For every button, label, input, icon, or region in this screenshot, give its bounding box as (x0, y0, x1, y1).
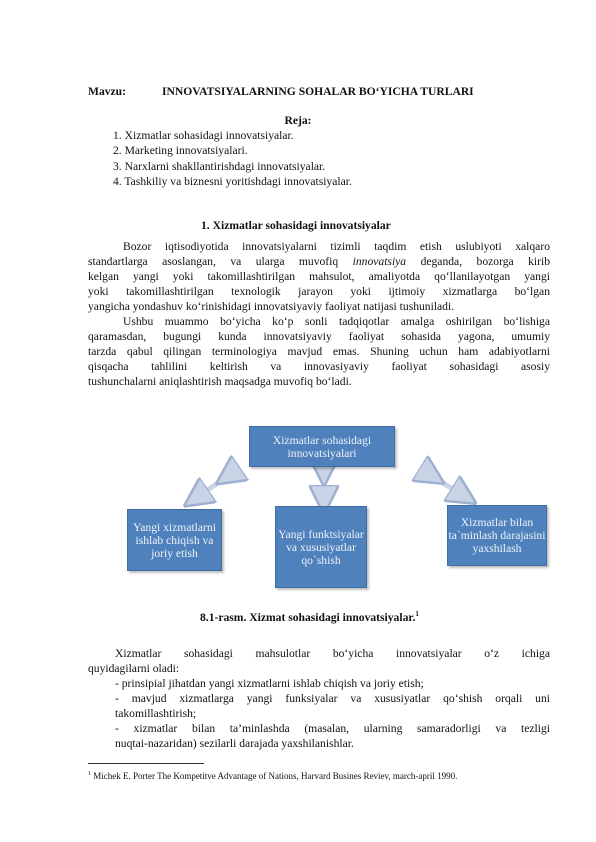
section-heading: 1. Xizmatlar sohasidagi innovatsiyalar (201, 219, 391, 232)
list-item: nuqtai-nazaridan) sezilarli darajada yaxshilanishlar. (115, 737, 354, 750)
footnote: $^1$ Michek E. Porter The Kompetitve Advantage of Nations, Harvard Busines Reviev, march-april 1990. (88, 771, 458, 781)
paragraph-line: Bozor iqtisodiyotida innovatsiyalarni tizimli taqdim etish uslubiyoti xalqaro (123, 240, 550, 253)
plan-item: 4. Tashkiliy va biznesni yoritishdagi innovatsiyalar. (113, 175, 352, 188)
list-item: takomillashtirish; (115, 707, 197, 720)
arrow-left (196, 476, 228, 498)
paragraph-line: Ushbu muammo bo‘yicha ko‘p sonli tadqiqotlar amalga oshirilgan bo‘lishiga (123, 315, 550, 328)
paragraph-line: kelgan yangi yoki takomillashtirilgan mahsulot, amaliyotda qo‘llanilayotgan yangi (88, 270, 550, 283)
paragraph-line: yangicha yondashuv ko‘rinishidagi innovatsiyaviy faoliyat natijasi tushuniladi. (88, 300, 455, 313)
diagram-root-node: Xizmatlar sohasidagi innovatsiyalari (249, 426, 395, 467)
paragraph-line: quyidagilarni oladi: (88, 662, 180, 675)
paragraph-line: tushunchalarni aniqlashtirish maqsadga muvofiq bo‘ladi. (88, 375, 352, 388)
paragraph-line: tarzda qabul qilingan terminologiya mavjud emas. Shuning uchun ham adabiyotlarni (88, 345, 550, 358)
footnote-divider (88, 763, 204, 764)
diagram-node-left: Yangi xizmatlarni ishlab chiqish va joriy etish (127, 509, 222, 571)
arrow-right (432, 476, 464, 496)
list-item: - mavjud xizmatlarga yangi funksiyalar va xususiyatlar qo‘shish orqali uni (115, 692, 550, 705)
plan-item: 1. Xizmatlar sohasidagi innovatsiyalar. (113, 129, 294, 142)
paragraph-line: qisqacha tahlilini keltirish va innovasiyaviy faoliyat sohasidagi asosiy (88, 360, 550, 373)
paragraph-line: standartlarga asoslangan, va ularga muvofiq innovatsiya deganda, bozorga kirib (88, 255, 550, 268)
topic-label: Mavzu: (88, 85, 126, 98)
paragraph-line: qaramasdan, bugungi kunda innovatsiyaviy faoliyat sohasida yagona, umumiy (88, 330, 550, 343)
figure-caption: 8.1-rasm. Xizmat sohasidagi innovatsiyalar.$^1$ (200, 610, 419, 624)
list-item: - prinsipial jihatdan yangi xizmatlarni ishlab chiqish va joriy etish; (115, 677, 424, 690)
diagram-node-middle: Yangi funktsiyalar va xususiyatlar qo`shish (275, 506, 367, 588)
plan-item: 3. Narxlarni shakllantirishdagi innovatsiyalar. (113, 160, 326, 173)
list-item: - xizmatlar bilan ta’minlashda (masalan, ularning samaradorligi va tezligi (115, 722, 550, 735)
diagram-node-right: Xizmatlar bilan ta`minlash darajasini yaxshilash (447, 505, 547, 566)
paragraph-line: yoki takomillashtirilgan texnologik jarayon yoki ijtimoiy xizmatlarga bo‘lgan (88, 285, 550, 298)
plan-heading: Reja: (284, 114, 312, 127)
paragraph-line: Xizmatlar sohasidagi mahsulotlar bo‘yicha innovatsiyalar o‘z ichiga (115, 647, 550, 660)
page-title: INNOVATSIYALARNING SOHALAR BO‘YICHA TURLARI (162, 85, 474, 98)
plan-item: 2. Marketing innovatsiyalari. (113, 144, 248, 157)
